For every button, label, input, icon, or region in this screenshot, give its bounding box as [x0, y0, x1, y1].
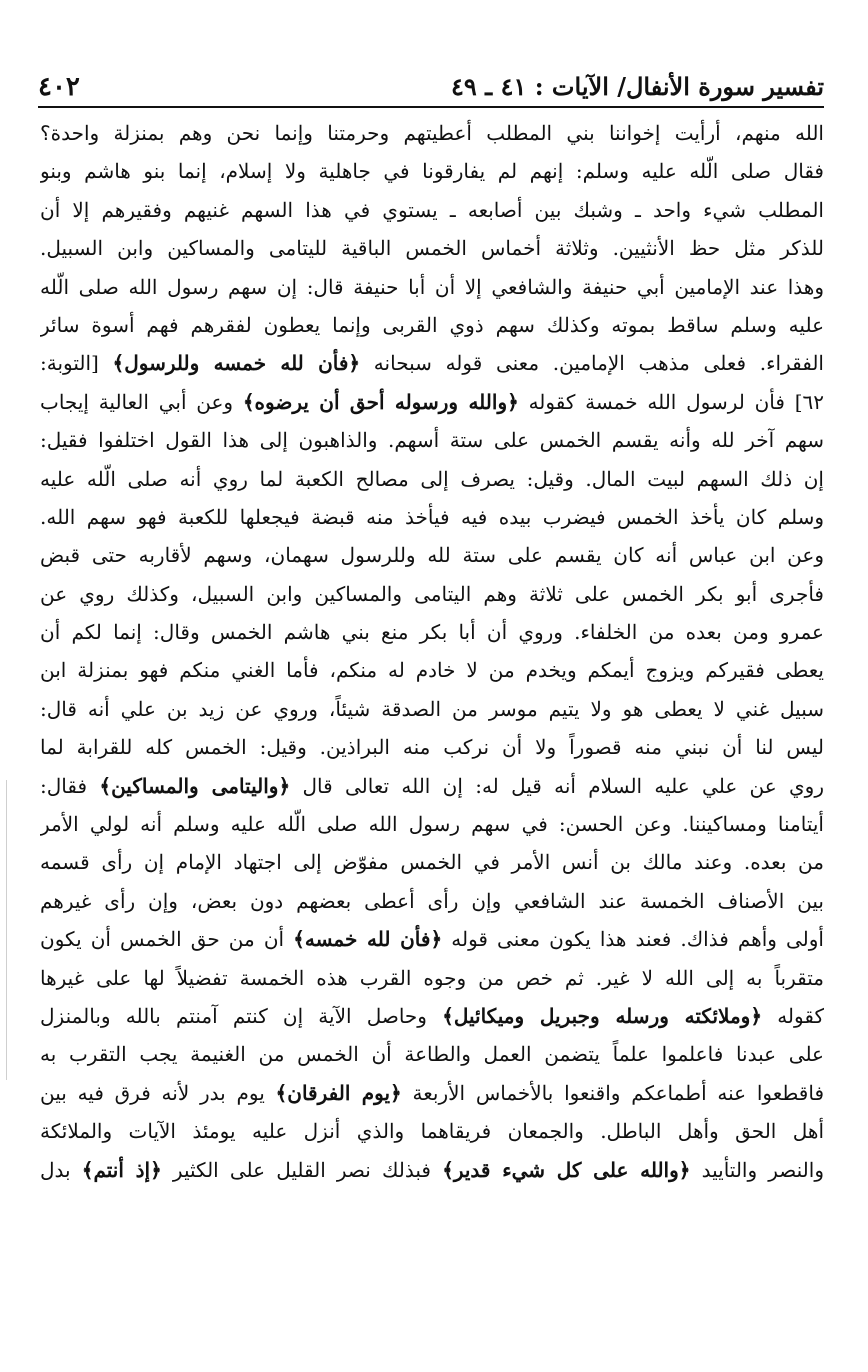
- text-line: [40, 460, 824, 498]
- text-line: [40, 114, 824, 152]
- text-segment: إن ذلك السهم لبيت المال. وقيل: يصرف إلى مصالح الكعبة لما روي أنه صلى الّله عليه: [40, 466, 824, 491]
- text-segment: من بعده. وعند مالك بن أنس الأمر في الخمس مفوّض إلى اجتهاد الإمام إن رأى قسمه: [40, 850, 824, 875]
- text-segment: [التوبة:: [40, 351, 113, 376]
- quran-quote: ﴿فأن لله خمسه﴾: [293, 927, 443, 952]
- text-segment: يوم بدر لأنه فرق فيه بين: [40, 1080, 276, 1105]
- text-segment: وحاصل الآية إن كنتم آمنتم بالله وبالمنزل: [40, 1003, 443, 1028]
- text-line: [40, 1112, 824, 1150]
- text-segment: روي عن علي عليه السلام أنه قيل له: إن الله تعالى قال: [290, 773, 824, 798]
- text-line: [40, 421, 824, 459]
- text-segment: وعن أبي العالية إيجاب: [40, 389, 243, 414]
- page-header: [38, 62, 824, 102]
- text-segment: وعن ابن عباس أنه كان يقسم على ستة لله وللرسول سهمان، وسهم لأقاربه حتى قبض: [40, 543, 824, 568]
- quran-quote: ﴿فأن لله خمسه وللرسول﴾: [112, 351, 361, 376]
- text-line: [40, 1035, 824, 1073]
- text-segment: سهم آخر لله وأنه يقسم الخمس على ستة أسهم. والذاهبون إلى هذا القول اختلفوا فقيل:: [40, 428, 824, 453]
- text-line: [40, 651, 824, 689]
- text-segment: فاقطعوا عنه أطماعكم واقنعوا بالأخماس الأربعة: [401, 1080, 824, 1105]
- text-segment: بدل: [40, 1157, 82, 1182]
- text-line: [40, 882, 824, 920]
- text-line: [40, 1074, 824, 1112]
- quran-quote: ﴿يوم الفرقان﴾: [275, 1080, 402, 1105]
- text-line: [40, 920, 824, 958]
- text-segment: أيتامنا ومساكيننا. وعن الحسن: في سهم رسول الله صلى الّله عليه وسلم أنه لولي الأمر: [40, 812, 824, 837]
- text-line: [40, 997, 824, 1035]
- text-segment: بين الأصناف الخمسة عند الشافعي وإن رأى أعطى بعضهم دون بعض، وإن رأى غيرهم: [40, 888, 824, 913]
- quran-quote: ﴿والله على كل شيء قدير﴾: [442, 1157, 691, 1182]
- text-segment: للذكر مثل حظ الأنثيين. وثلاثة أخماس الخمس الباقية لليتامى والمساكين وابن السبيل.: [40, 236, 824, 261]
- text-line: [40, 498, 824, 536]
- text-line: [40, 767, 824, 805]
- text-segment: سبيل غني لا يعطى هو ولا يتيم موسر من الصدقة شيئاً، وروي عن زيد بن علي أنه قال:: [40, 696, 824, 721]
- text-segment: الله منهم، أرأيت إخواننا بني المطلب أعطيتهم وحرمتنا وإنما نحن وهم بمنزلة واحدة؟: [40, 121, 824, 145]
- text-line: [40, 805, 824, 843]
- text-line: [40, 613, 824, 651]
- text-segment: الفقراء. فعلى مذهب الإمامين. معنى قوله سبحانه: [360, 351, 824, 376]
- text-segment: وهذا عند الإمامين أبي حنيفة والشافعي إلا أن أبا حنيفة قال: إن سهم رسول الله صلى الّله: [40, 274, 824, 299]
- text-line: [40, 690, 824, 728]
- text-segment: ٦٢] فأن لرسول الله خمسة كقوله: [518, 389, 824, 414]
- text-line: [40, 728, 824, 766]
- text-segment: فقال صلى الّله عليه وسلم: إنهم لم يفارقونا في جاهلية ولا إسلام، إنما بنو هاشم وبنو: [40, 159, 824, 184]
- text-line: [40, 191, 824, 229]
- text-segment: كقوله: [762, 1003, 824, 1028]
- text-line: [40, 575, 824, 613]
- text-segment: فأجرى أبو بكر الخمس على ثلاثة وهم اليتامى والمساكين وابن السبيل، وكذلك روي عن: [40, 581, 824, 606]
- text-segment: والنصر والتأييد: [690, 1157, 824, 1182]
- text-segment: المطلب شيء واحد ـ وشبك بين أصابعه ـ يستوي في هذا السهم غنيهم وفقيرهم إلا أن: [40, 197, 824, 222]
- text-segment: أولى وأهم فذاك. فعند هذا يكون معنى قوله: [442, 927, 824, 952]
- text-segment: متقرباً به إلى الله لا غير. ثم خص من وجوه القرب هذه الخمسة تفضيلاً لها على غيرها: [40, 965, 824, 990]
- text-line: [40, 152, 824, 190]
- text-segment: يعطى فقيركم ويزوج أيمكم ويخدم من لا خادم له منكم، فأما الغني منكم فهو بمنزلة ابن: [40, 658, 824, 683]
- page-number: ٤٠٢: [38, 72, 80, 102]
- running-title: تفسير سورة الأنفال/ الآيات : ٤١ ـ ٤٩: [451, 72, 824, 101]
- body-text: [40, 114, 824, 1189]
- quran-quote: ﴿إذ أنتم﴾: [81, 1157, 162, 1182]
- text-line: [40, 843, 824, 881]
- text-line: [40, 383, 824, 421]
- text-segment: على عبدنا فاعلموا علماً يتضمن العمل والطاعة أن الخمس من الغنيمة يجب التقرب به: [40, 1042, 824, 1067]
- quran-quote: ﴿واليتامى والمساكين﴾: [99, 773, 291, 798]
- header-rule: [38, 106, 824, 108]
- text-segment: ليس لنا أن نبني منه قصوراً ولا أن نركب منه البراذين. وقيل: الخمس كله للقرابة لما: [40, 735, 824, 760]
- text-line: [40, 536, 824, 574]
- margin-fold-line: [6, 780, 7, 1080]
- quran-quote: ﴿وملائكته ورسله وجبريل وميكائيل﴾: [442, 1003, 763, 1028]
- text-line: [40, 306, 824, 344]
- text-segment: أن من حق الخمس أن يكون: [40, 927, 294, 952]
- text-line: [40, 344, 824, 382]
- text-segment: أهل الحق وأهل الباطل. والجمعان فريقاهما والذي أنزل عليه يومئذ الآيات والملائكة: [40, 1119, 824, 1144]
- text-line: [40, 229, 824, 267]
- text-line: [40, 268, 824, 306]
- text-segment: عمرو ومن بعده من الخلفاء. وروي أن أبا بكر منع بني هاشم الخمس وقال: إنما لكم أن: [40, 620, 824, 645]
- text-segment: وسلم كان يأخذ الخمس فيضرب بيده فيه فيأخذ منه قبضة فيجعلها للكعبة فهو سهم الله.: [40, 504, 824, 529]
- text-segment: عليه وسلم ساقط بموته وكذلك سهم ذوي القربى وإنما يعطون لفقرهم فهم أسوة سائر: [40, 312, 824, 337]
- text-line: [40, 959, 824, 997]
- text-segment: فقال:: [40, 773, 100, 798]
- quran-quote: ﴿والله ورسوله أحق أن يرضوه﴾: [242, 389, 519, 414]
- text-segment: فبذلك نصر القليل على الكثير: [161, 1157, 443, 1182]
- text-line: [40, 1151, 824, 1189]
